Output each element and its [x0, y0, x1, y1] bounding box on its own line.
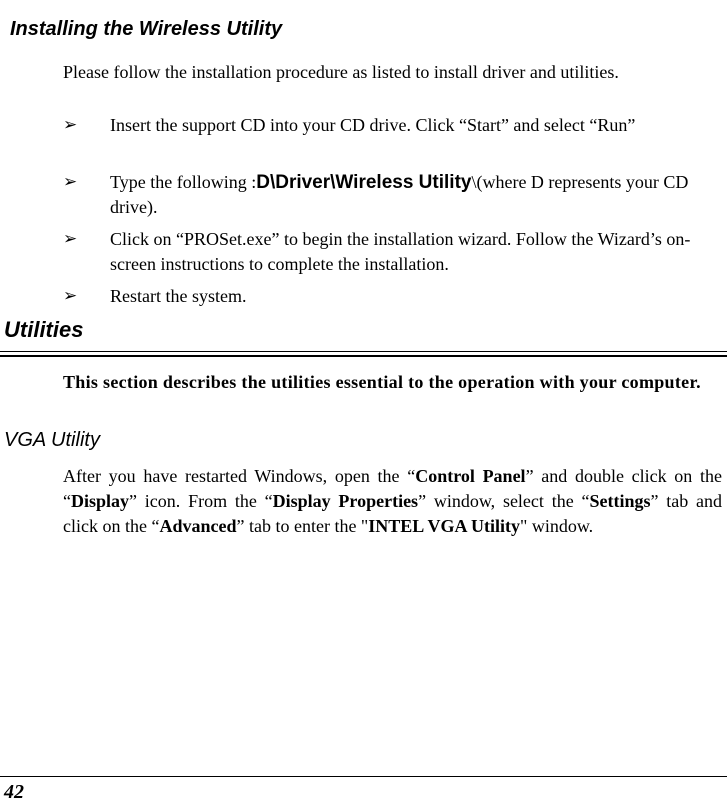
driver-path: D\Driver\Wireless Utility: [256, 172, 472, 193]
control-panel-term: Control Panel: [415, 466, 526, 486]
display-properties-term: Display Properties: [272, 491, 419, 511]
arrow-bullet-icon: ➢: [63, 172, 78, 192]
section-title: Installing the Wireless Utility: [10, 18, 283, 40]
text-run: ” tab and click on the “: [63, 491, 723, 536]
text-run: ” icon. From the “: [129, 491, 273, 511]
text-run: ” tab to enter the ": [236, 516, 369, 536]
utilities-description: This section describes the utilities essential to the operation with your computer.: [63, 372, 701, 392]
footer-rule: [0, 776, 727, 777]
intro-paragraph: Please follow the installation procedure as listed to install driver and utilities.: [63, 62, 619, 82]
display-term: Display: [71, 491, 130, 511]
step-text: Insert the support CD into your CD drive. Click “Start” and select “Run”: [110, 115, 636, 135]
text-run: ” and double click on the “: [63, 466, 722, 511]
vga-heading: VGA Utility: [4, 429, 100, 451]
text-run: After you have restarted Windows, open the “: [63, 466, 416, 486]
arrow-bullet-icon: ➢: [63, 286, 78, 306]
arrow-bullet-icon: ➢: [63, 229, 78, 249]
step-prefix: Type the following :: [110, 172, 257, 192]
utilities-heading: Utilities: [4, 317, 84, 342]
advanced-term: Advanced: [159, 516, 237, 536]
intel-vga-utility-term: INTEL VGA Utility: [368, 516, 520, 536]
step-text: Click on “PROSet.exe” to begin the installation wizard. Follow the Wizard’s on-screen instructions to complete the installation.: [110, 229, 691, 274]
vga-paragraph: [63, 464, 722, 539]
settings-term: Settings: [589, 491, 651, 511]
step-text: Restart the system.: [110, 286, 247, 306]
step-suffix: \(where D represents your CD drive).: [110, 172, 689, 217]
arrow-bullet-icon: ➢: [63, 115, 78, 135]
heading-rule-thin: [0, 351, 727, 352]
heading-rule-thick: [0, 355, 727, 357]
page-number: 42: [4, 781, 24, 803]
step-text: [110, 170, 725, 220]
text-run: ” window, select the “: [418, 491, 590, 511]
text-run: " window.: [519, 516, 594, 536]
